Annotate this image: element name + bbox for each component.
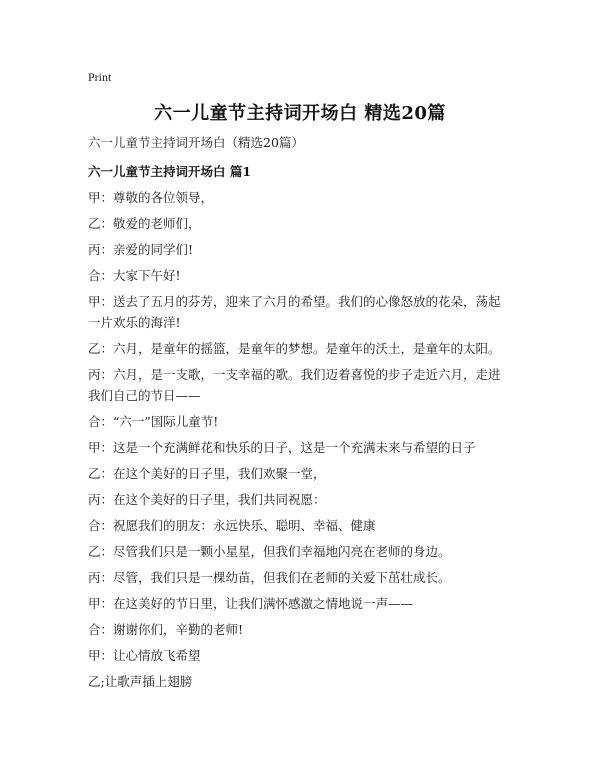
dialogue-line: 乙：六月，是童年的摇篮，是童年的梦想。是童年的沃土，是童年的太阳。 (88, 341, 501, 356)
dialogue-line: 乙：敬爱的老师们， (88, 216, 201, 231)
dialogue-line: 丙：六月，是一支歌，一支幸福的歌。我们迈着喜悦的步子走近六月，走进我们自己的节日—— (88, 367, 501, 403)
dialogue-line: 合：大家下午好! (88, 268, 181, 283)
dialogue-line: 甲：送去了五月的芬芳，迎来了六月的希望。我们的心像怒放的花朵，荡起一片欢乐的海洋! (88, 294, 501, 330)
dialogue-line: 合：谢谢你们，辛勤的老师! (88, 622, 244, 637)
dialogue-list (88, 187, 512, 697)
page-title: 六一儿童节主持词开场白 精选20篇 (154, 103, 446, 124)
dialogue-line: 合：“六一”国际儿童节! (88, 414, 219, 429)
dialogue-line: 乙：在这个美好的日子里，我们欢聚一堂， (88, 466, 326, 481)
dialogue-line: 乙：尽管我们只是一颗小星星，但我们幸福地闪亮在老师的身边。 (88, 544, 451, 559)
dialogue-line: 甲：尊敬的各位领导， (88, 190, 214, 205)
section-heading: 六一儿童节主持词开场白 篇1 (88, 164, 252, 179)
dialogue-line: 合：祝愿我们的朋友：永远快乐、聪明、幸福、健康 (88, 518, 376, 533)
dialogue-line: 甲：这是一个充满鲜花和快乐的日子，这是一个充满未来与希望的日子 (88, 440, 476, 455)
print-link[interactable]: Print (88, 70, 112, 84)
document-subtitle: 六一儿童节主持词开场白（精选20篇） (88, 135, 304, 150)
dialogue-line: 甲：在这美好的节日里，让我们满怀感激之情地说一声—— (88, 596, 414, 611)
dialogue-line: 丙：尽管，我们只是一棵幼苗，但我们在老师的关爱下茁壮成长。 (88, 570, 451, 585)
dialogue-line: 丙：在这个美好的日子里，我们共同祝愿： (88, 492, 326, 507)
dialogue-line: 丙：亲爱的同学们! (88, 242, 194, 257)
dialogue-line: 甲：让心情放飞希望 (88, 648, 201, 663)
dialogue-line: 乙;让歌声插上翅膀 (88, 674, 193, 689)
